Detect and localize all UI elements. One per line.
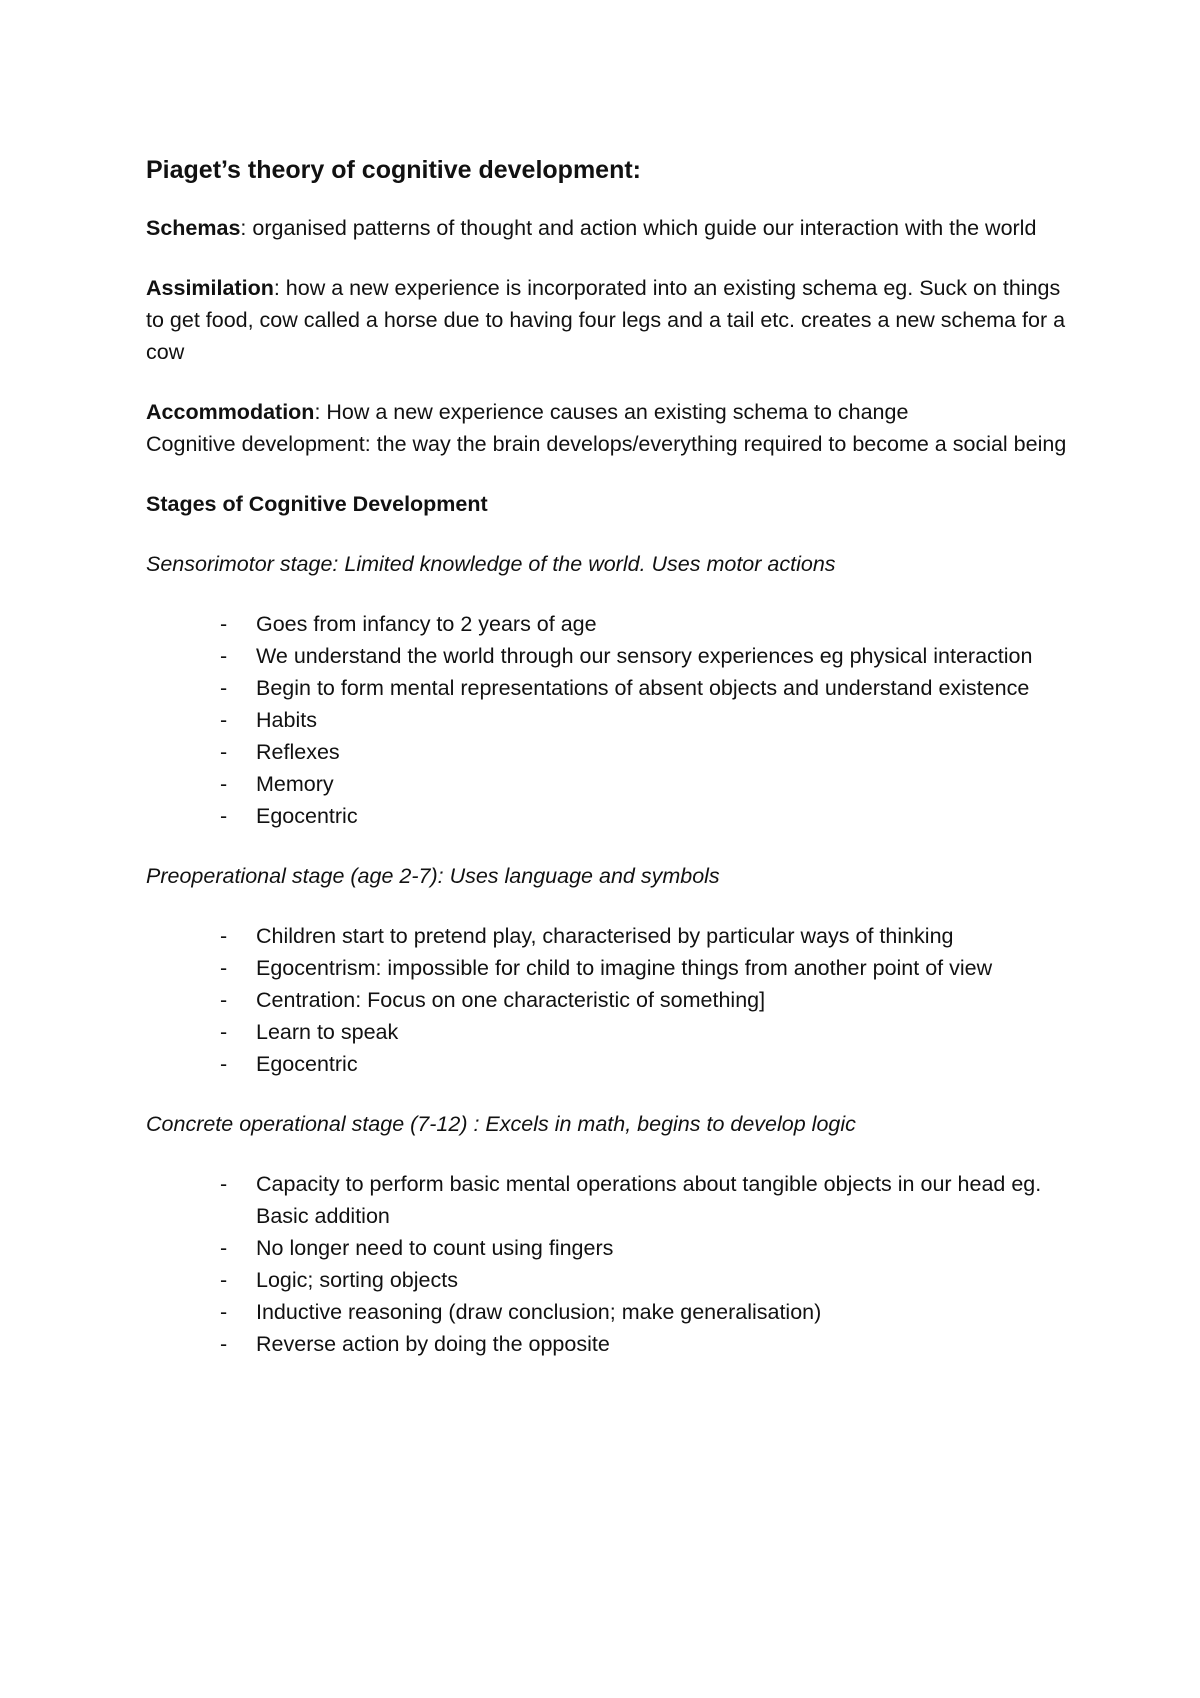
definition-assimilation xyxy=(146,272,1076,368)
stage-title-preoperational: Preoperational stage (age 2-7): Uses language and symbols xyxy=(146,864,720,888)
stage-list-concrete-operational xyxy=(146,1168,1076,1360)
document-page xyxy=(146,152,1076,1388)
stage-list-preoperational xyxy=(146,920,1076,1080)
cognitive-development-definition: Cognitive development: the way the brain develops/everything required to become a social being xyxy=(146,432,1067,456)
list-item: - Egocentric xyxy=(146,1048,1076,1080)
list-item: - Goes from infancy to 2 years of age xyxy=(146,608,1076,640)
list-item: - Egocentrism: impossible for child to imagine things from another point of view xyxy=(146,952,1076,984)
list-item: - Habits xyxy=(146,704,1076,736)
definition-accommodation xyxy=(146,396,1076,460)
stages-heading: Stages of Cognitive Development xyxy=(146,492,488,516)
document-title: Piaget’s theory of cognitive development: xyxy=(146,156,641,184)
list-item: - Logic; sorting objects xyxy=(146,1264,1076,1296)
list-item: - Learn to speak xyxy=(146,1016,1076,1048)
list-item: - Egocentric xyxy=(146,800,1076,832)
list-item: - We understand the world through our sensory experiences eg physical interaction xyxy=(146,640,1076,672)
list-item: - No longer need to count using fingers xyxy=(146,1232,1076,1264)
definition-text: : How a new experience causes an existing schema to change xyxy=(314,400,909,424)
definition-term: Schemas xyxy=(146,216,241,240)
definition-schemas xyxy=(146,212,1076,244)
definition-term: Accommodation xyxy=(146,400,315,424)
definition-text: : how a new experience is incorporated into an existing schema eg. Suck on things to get food, cow called a horse due to having four legs and a tail etc. creates a new schema for a cow xyxy=(146,276,1066,364)
stage-list-sensorimotor xyxy=(146,608,1076,832)
definition-text: : organised patterns of thought and action which guide our interaction with the world xyxy=(240,216,1037,240)
stage-title-concrete-operational: Concrete operational stage (7-12) : Excels in math, begins to develop logic xyxy=(146,1112,856,1136)
list-item: - Centration: Focus on one characteristic of something] xyxy=(146,984,1076,1016)
list-item: - Inductive reasoning (draw conclusion; make generalisation) xyxy=(146,1296,1076,1328)
list-item: - Reflexes xyxy=(146,736,1076,768)
definition-term: Assimilation xyxy=(146,276,274,300)
definition-line xyxy=(146,396,1076,428)
list-item: - Reverse action by doing the opposite xyxy=(146,1328,1076,1360)
list-item: - Memory xyxy=(146,768,1076,800)
list-item: - Children start to pretend play, characterised by particular ways of thinking xyxy=(146,920,1076,952)
list-item: - Capacity to perform basic mental operations about tangible objects in our head eg. Basic addition xyxy=(146,1168,1076,1232)
stage-title-sensorimotor: Sensorimotor stage: Limited knowledge of the world. Uses motor actions xyxy=(146,552,836,576)
list-item: - Begin to form mental representations of absent objects and understand existence xyxy=(146,672,1076,704)
